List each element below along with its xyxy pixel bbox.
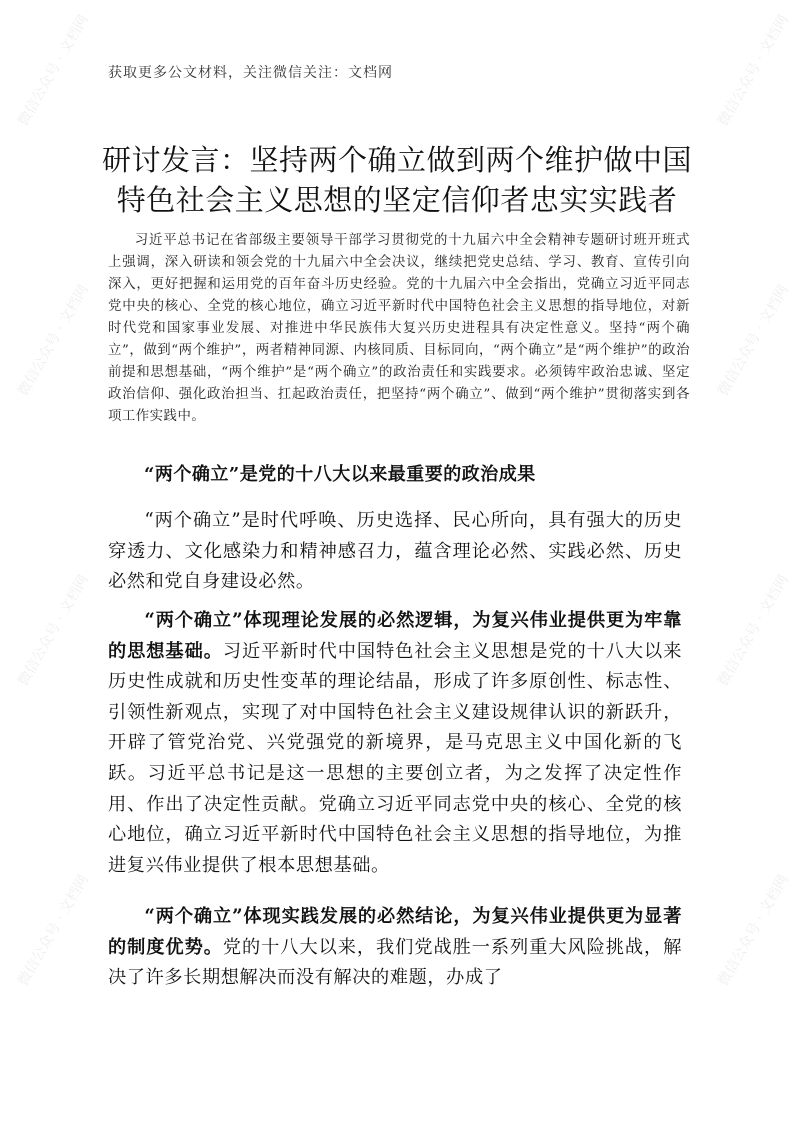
paragraph-text: 习近平新时代中国特色社会主义思想是党的十八大以来历史性成就和历史性变革的理论结晶，形成了许多原创性、标志性、引领性新观点，实现了对中国特色社会主义建设规律认识的新跃升，开辟了管党治党、兴党强党的新境界，是马克思主义中国化新的飞跃。习近平总书记是这一思想的主要创立者，为之发挥了决定性作用、作出了决定性贡献。党确立习近平同志党中央的核心、全党的核心地位，确立习近平新时代中国特色社会主义思想的指导地位，为推进复兴伟业提供了根本思想基础。	[108, 640, 682, 876]
section-heading: “两个确立”是党的十八大以来最重要的政治成果	[144, 464, 536, 485]
watermark: 微信公众号 · 文档网	[15, 282, 92, 399]
watermark: 微信公众号 · 文档网	[15, 12, 92, 129]
paragraph-text: 党的十八大以来，我们党战胜一系列重大风险挑战，解决了许多长期想解决而没有解决的难题，办成了	[108, 936, 682, 989]
header-note: 获取更多公文材料，关注微信关注：文档网	[108, 65, 393, 81]
watermark: 微信公众号 · 文档网	[715, 282, 792, 399]
watermark: 微信公众号 · 文档网	[15, 572, 92, 689]
watermark: 微信公众号 · 文档网	[715, 12, 792, 129]
title-line-2: 特色社会主义思想的坚定信仰者忠实实践者	[116, 183, 678, 217]
title-line-1: 研讨发言：坚持两个确立做到两个维护做中国	[101, 143, 692, 177]
body-paragraph-3	[108, 902, 682, 1012]
paragraph-lead-bold: “两个确立”体现理论发展的必然逻辑，为复兴伟业提供更为牢靠的思想基础。	[108, 610, 682, 662]
page-title	[90, 140, 704, 220]
watermark: 微信公众号 · 文档网	[15, 872, 92, 989]
body-paragraph-2	[108, 606, 682, 881]
paragraph-lead-bold: “两个确立”体现实践发展的必然结论，为复兴伟业提供更为显著的制度优势。	[108, 906, 682, 958]
watermark: 微信公众号 · 文档网	[715, 872, 792, 989]
watermark: 微信公众号 · 文档网	[715, 572, 792, 689]
body-paragraph-1: “两个确立”是时代呼唤、历史选择、民心所向，具有强大的历史穿透力、文化感染力和精神感召力，蕴含理论必然、实践必然、历史必然和党自身建设必然。	[108, 510, 682, 593]
intro-paragraph: 习近平总书记在省部级主要领导干部学习贯彻党的十九届六中全会精神专题研讨班开班式上强调，深入研读和领会党的十九届六中全会决议，继续把党史总结、学习、教育、宣传引向深入，更好把握和运用党的百年奋斗历史经验。党的十九届六中全会指出，党确立习近平同志党中央的核心、全党的核心地位，确立习近平新时代中国特色社会主义思想的指导地位，对新时代党和国家事业发展、对推进中华民族伟大复兴历史进程具有决定性意义。坚持“两个确立”，做到“两个维护”，两者精神同源、内核同质、目标同向，“两个确立”是“两个维护”的政治前提和思想基础，“两个维护”是“两个确立”的政治责任和实践要求。必须铸牢政治忠诚、坚定政治信仰、强化政治担当、扛起政治责任，把坚持“两个确立”、做到“两个维护”贯彻落实到各项工作实践中。	[108, 233, 690, 424]
